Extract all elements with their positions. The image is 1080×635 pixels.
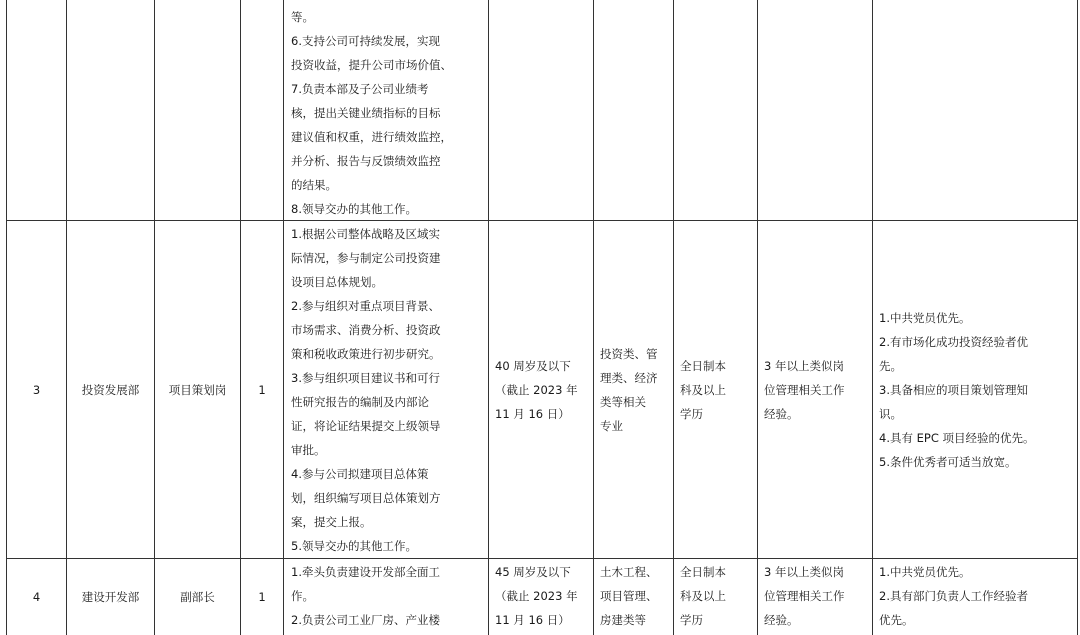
duty-line: 的结果。 bbox=[291, 178, 337, 192]
other-line: 1.中共党员优先。 bbox=[879, 565, 971, 579]
experience-line: 位管理相关工作 bbox=[764, 589, 845, 603]
headcount-cell: 1 bbox=[258, 590, 266, 604]
headcount-cell: 1 bbox=[258, 382, 266, 397]
position-cell: 项目策划岗 bbox=[168, 382, 227, 397]
duty-line: 证，将论证结果提交上级领导 bbox=[291, 419, 441, 433]
duty-line: 策和税收政策进行初步研究。 bbox=[291, 347, 441, 361]
row-number: 3 bbox=[32, 382, 41, 397]
education-line: 学历 bbox=[680, 406, 703, 421]
experience-cell bbox=[758, 560, 872, 635]
other-line: 5.条件优秀者可适当放宽。 bbox=[879, 454, 1017, 469]
age-cell bbox=[489, 221, 593, 558]
major-line: 土木工程、 bbox=[600, 565, 658, 579]
age-line: 11 月 16 日） bbox=[495, 613, 570, 627]
major-line: 专业 bbox=[600, 418, 623, 433]
col-border bbox=[1077, 0, 1078, 635]
duty-line: 核，提出关键业绩指标的目标 bbox=[291, 106, 441, 120]
major-line: 投资类、管 bbox=[600, 346, 658, 361]
duty-line: 并分析、报告与反馈绩效监控 bbox=[291, 154, 441, 168]
education-line: 科及以上 bbox=[680, 589, 726, 603]
major-line: 房建类等 bbox=[600, 613, 646, 627]
duty-line: 4.参与公司拟建项目总体策 bbox=[291, 467, 429, 481]
other-requirements-cell bbox=[873, 560, 1077, 635]
other-line: 识。 bbox=[879, 406, 902, 421]
experience-line: 3 年以上类似岗 bbox=[764, 358, 844, 373]
department-cell: 投资发展部 bbox=[81, 382, 140, 397]
job-requirements-table bbox=[6, 0, 1078, 635]
experience-cell bbox=[758, 221, 872, 558]
education-line: 全日制本 bbox=[680, 565, 726, 579]
experience-line: 经验。 bbox=[764, 613, 799, 627]
major-line: 项目管理、 bbox=[600, 589, 658, 603]
duty-line: 审批。 bbox=[291, 443, 326, 457]
education-line: 科及以上 bbox=[680, 382, 726, 397]
education-cell bbox=[674, 221, 757, 558]
department-cell: 建设开发部 bbox=[81, 590, 140, 604]
duty-line: 际情况，参与制定公司投资建 bbox=[291, 251, 441, 265]
duty-line: 市场需求、消费分析、投资政 bbox=[291, 323, 441, 337]
duty-line: 案，提交上报。 bbox=[291, 515, 372, 529]
major-cell bbox=[594, 560, 673, 635]
age-line: （截止 2023 年 bbox=[495, 589, 578, 603]
experience-line: 经验。 bbox=[764, 406, 799, 421]
position-cell: 副部长 bbox=[180, 590, 215, 604]
age-cell bbox=[489, 560, 593, 635]
row-number: 4 bbox=[32, 590, 41, 604]
duty-line: 设项目总体规划。 bbox=[291, 275, 383, 289]
duty-line: 性研究报告的编制及内部论 bbox=[291, 395, 429, 409]
duty-line: 建议值和权重，进行绩效监控， bbox=[291, 130, 452, 144]
duty-cell bbox=[284, 5, 488, 219]
duty-line: 等。 bbox=[291, 10, 314, 24]
age-line: 11 月 16 日） bbox=[495, 406, 570, 421]
major-cell bbox=[594, 221, 673, 558]
duty-cell bbox=[284, 222, 488, 558]
duty-line: 1.根据公司整体战略及区域实 bbox=[291, 227, 440, 241]
age-line: 40 周岁及以下 bbox=[495, 358, 571, 373]
duty-line: 8.领导交办的其他工作。 bbox=[291, 202, 417, 216]
experience-line: 3 年以上类似岗 bbox=[764, 565, 844, 579]
education-line: 全日制本 bbox=[680, 358, 726, 373]
other-line: 1.中共党员优先。 bbox=[879, 310, 971, 325]
major-line: 类等相关 bbox=[600, 394, 646, 409]
duty-line: 7.负责本部及子公司业绩考 bbox=[291, 82, 429, 96]
duty-line: 3.参与组织项目建议书和可行 bbox=[291, 371, 440, 385]
other-line: 2.具有部门负责人工作经验者 bbox=[879, 589, 1028, 603]
duty-line: 作。 bbox=[291, 589, 314, 603]
experience-line: 位管理相关工作 bbox=[764, 382, 845, 397]
other-line: 3.具备相应的项目策划管理知 bbox=[879, 382, 1028, 397]
other-line: 先。 bbox=[879, 358, 902, 373]
duty-line: 6.支持公司可持续发展，实现 bbox=[291, 34, 440, 48]
duty-line: 投资收益，提升公司市场价值、 bbox=[291, 58, 452, 72]
other-line: 2.有市场化成功投资经验者优 bbox=[879, 334, 1028, 349]
major-line: 理类、经济 bbox=[600, 370, 658, 385]
duty-line: 5.领导交办的其他工作。 bbox=[291, 539, 417, 553]
duty-line: 2.负责公司工业厂房、产业楼 bbox=[291, 613, 440, 627]
duty-cell bbox=[284, 560, 488, 635]
duty-line: 1.牵头负责建设开发部全面工 bbox=[291, 565, 440, 579]
duty-line: 划，组织编写项目总体策划方 bbox=[291, 491, 441, 505]
education-line: 学历 bbox=[680, 613, 703, 627]
duty-line: 2.参与组织对重点项目背景、 bbox=[291, 299, 440, 313]
age-line: 45 周岁及以下 bbox=[495, 565, 571, 579]
age-line: （截止 2023 年 bbox=[495, 382, 578, 397]
education-cell bbox=[674, 560, 757, 635]
other-line: 4.具有 EPC 项目经验的优先。 bbox=[879, 430, 1035, 445]
other-requirements-cell bbox=[873, 221, 1077, 558]
other-line: 优先。 bbox=[879, 613, 914, 627]
